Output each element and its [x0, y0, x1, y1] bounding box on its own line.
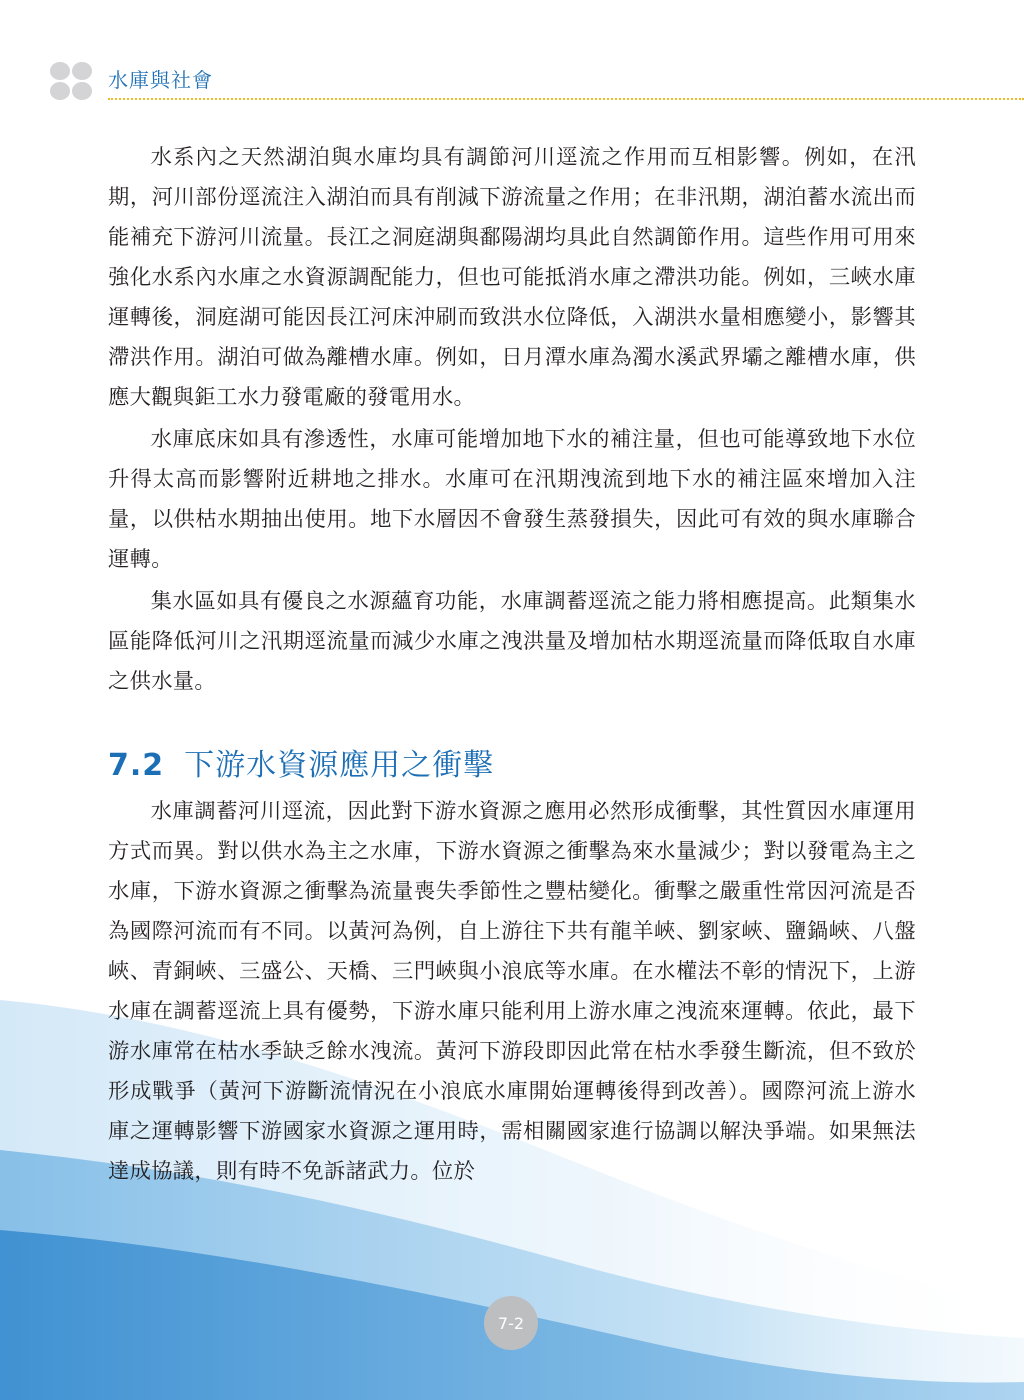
page-header [50, 62, 1024, 102]
logo-dot [72, 82, 92, 100]
header-logo [50, 62, 94, 102]
header-title: 水庫與社會 [108, 68, 213, 92]
section-number: 7.2 [108, 748, 165, 783]
logo-dot [50, 62, 70, 80]
body-paragraph: 水庫調蓄河川逕流，因此對下游水資源之應用必然形成衝擊，其性質因水庫運用方式而異。對以供水為主之水庫，下游水資源之衝擊為來水量減少；對以發電為主之水庫，下游水資源之衝擊為流量喪失季節性之豐枯變化。衝擊之嚴重性常因河流是否為國際河流而有不同。以黃河為例，自上游往下共有龍羊峽、劉家峽、鹽鍋峽、八盤峽、青銅峽、三盛公、天橋、三門峽與小浪底等水庫。在水權法不彰的情況下，上游水庫在調蓄逕流上具有優勢，下游水庫只能利用上游水庫之洩流來運轉。依此，最下游水庫常在枯水季缺乏餘水洩流。黃河下游段即因此常在枯水季發生斷流，但不致於形成戰爭（黃河下游斷流情況在小浪底水庫開始運轉後得到改善）。國際河流上游水庫之運轉影響下游國家水資源之運用時，需相關國家進行協調以解決爭端。如果無法達成協議，則有時不免訴諸武力。位於 [108, 799, 916, 1184]
main-content [108, 138, 916, 1192]
logo-dot [50, 82, 70, 100]
body-paragraph: 水系內之天然湖泊與水庫均具有調節河川逕流之作用而互相影響。例如，在汛期，河川部份逕流注入湖泊而具有削減下游流量之作用；在非汛期，湖泊蓄水流出而能補充下游河川流量。長江之洞庭湖與鄱陽湖均具此自然調節作用。這些作用可用來強化水系內水庫之水資源調配能力，但也可能抵消水庫之滯洪功能。例如，三峽水庫運轉後，洞庭湖可能因長江河床沖刷而致洪水位降低，入湖洪水量相應變小，影響其滯洪作用。湖泊可做為離槽水庫。例如，日月潭水庫為濁水溪武界壩之離槽水庫，供應大觀與鉅工水力發電廠的發電用水。 [108, 145, 916, 410]
section-title: 下游水資源應用之衝擊 [184, 748, 495, 783]
page-number-badge: 7-2 [484, 1296, 538, 1350]
section-heading [108, 740, 916, 784]
body-paragraph: 水庫底床如具有滲透性，水庫可能增加地下水的補注量，但也可能導致地下水位升得太高而影響附近耕地之排水。水庫可在汛期洩流到地下水的補注區來增加入注量，以供枯水期抽出使用。地下水層因不會發生蒸發損失，因此可有效的與水庫聯合運轉。 [108, 427, 916, 572]
header-dotted-rule [108, 98, 1024, 100]
logo-dot [72, 62, 92, 80]
body-paragraph: 集水區如具有優良之水源蘊育功能，水庫調蓄逕流之能力將相應提高。此類集水區能降低河川之汛期逕流量而減少水庫之洩洪量及增加枯水期逕流量而降低取自水庫之供水量。 [108, 589, 916, 694]
